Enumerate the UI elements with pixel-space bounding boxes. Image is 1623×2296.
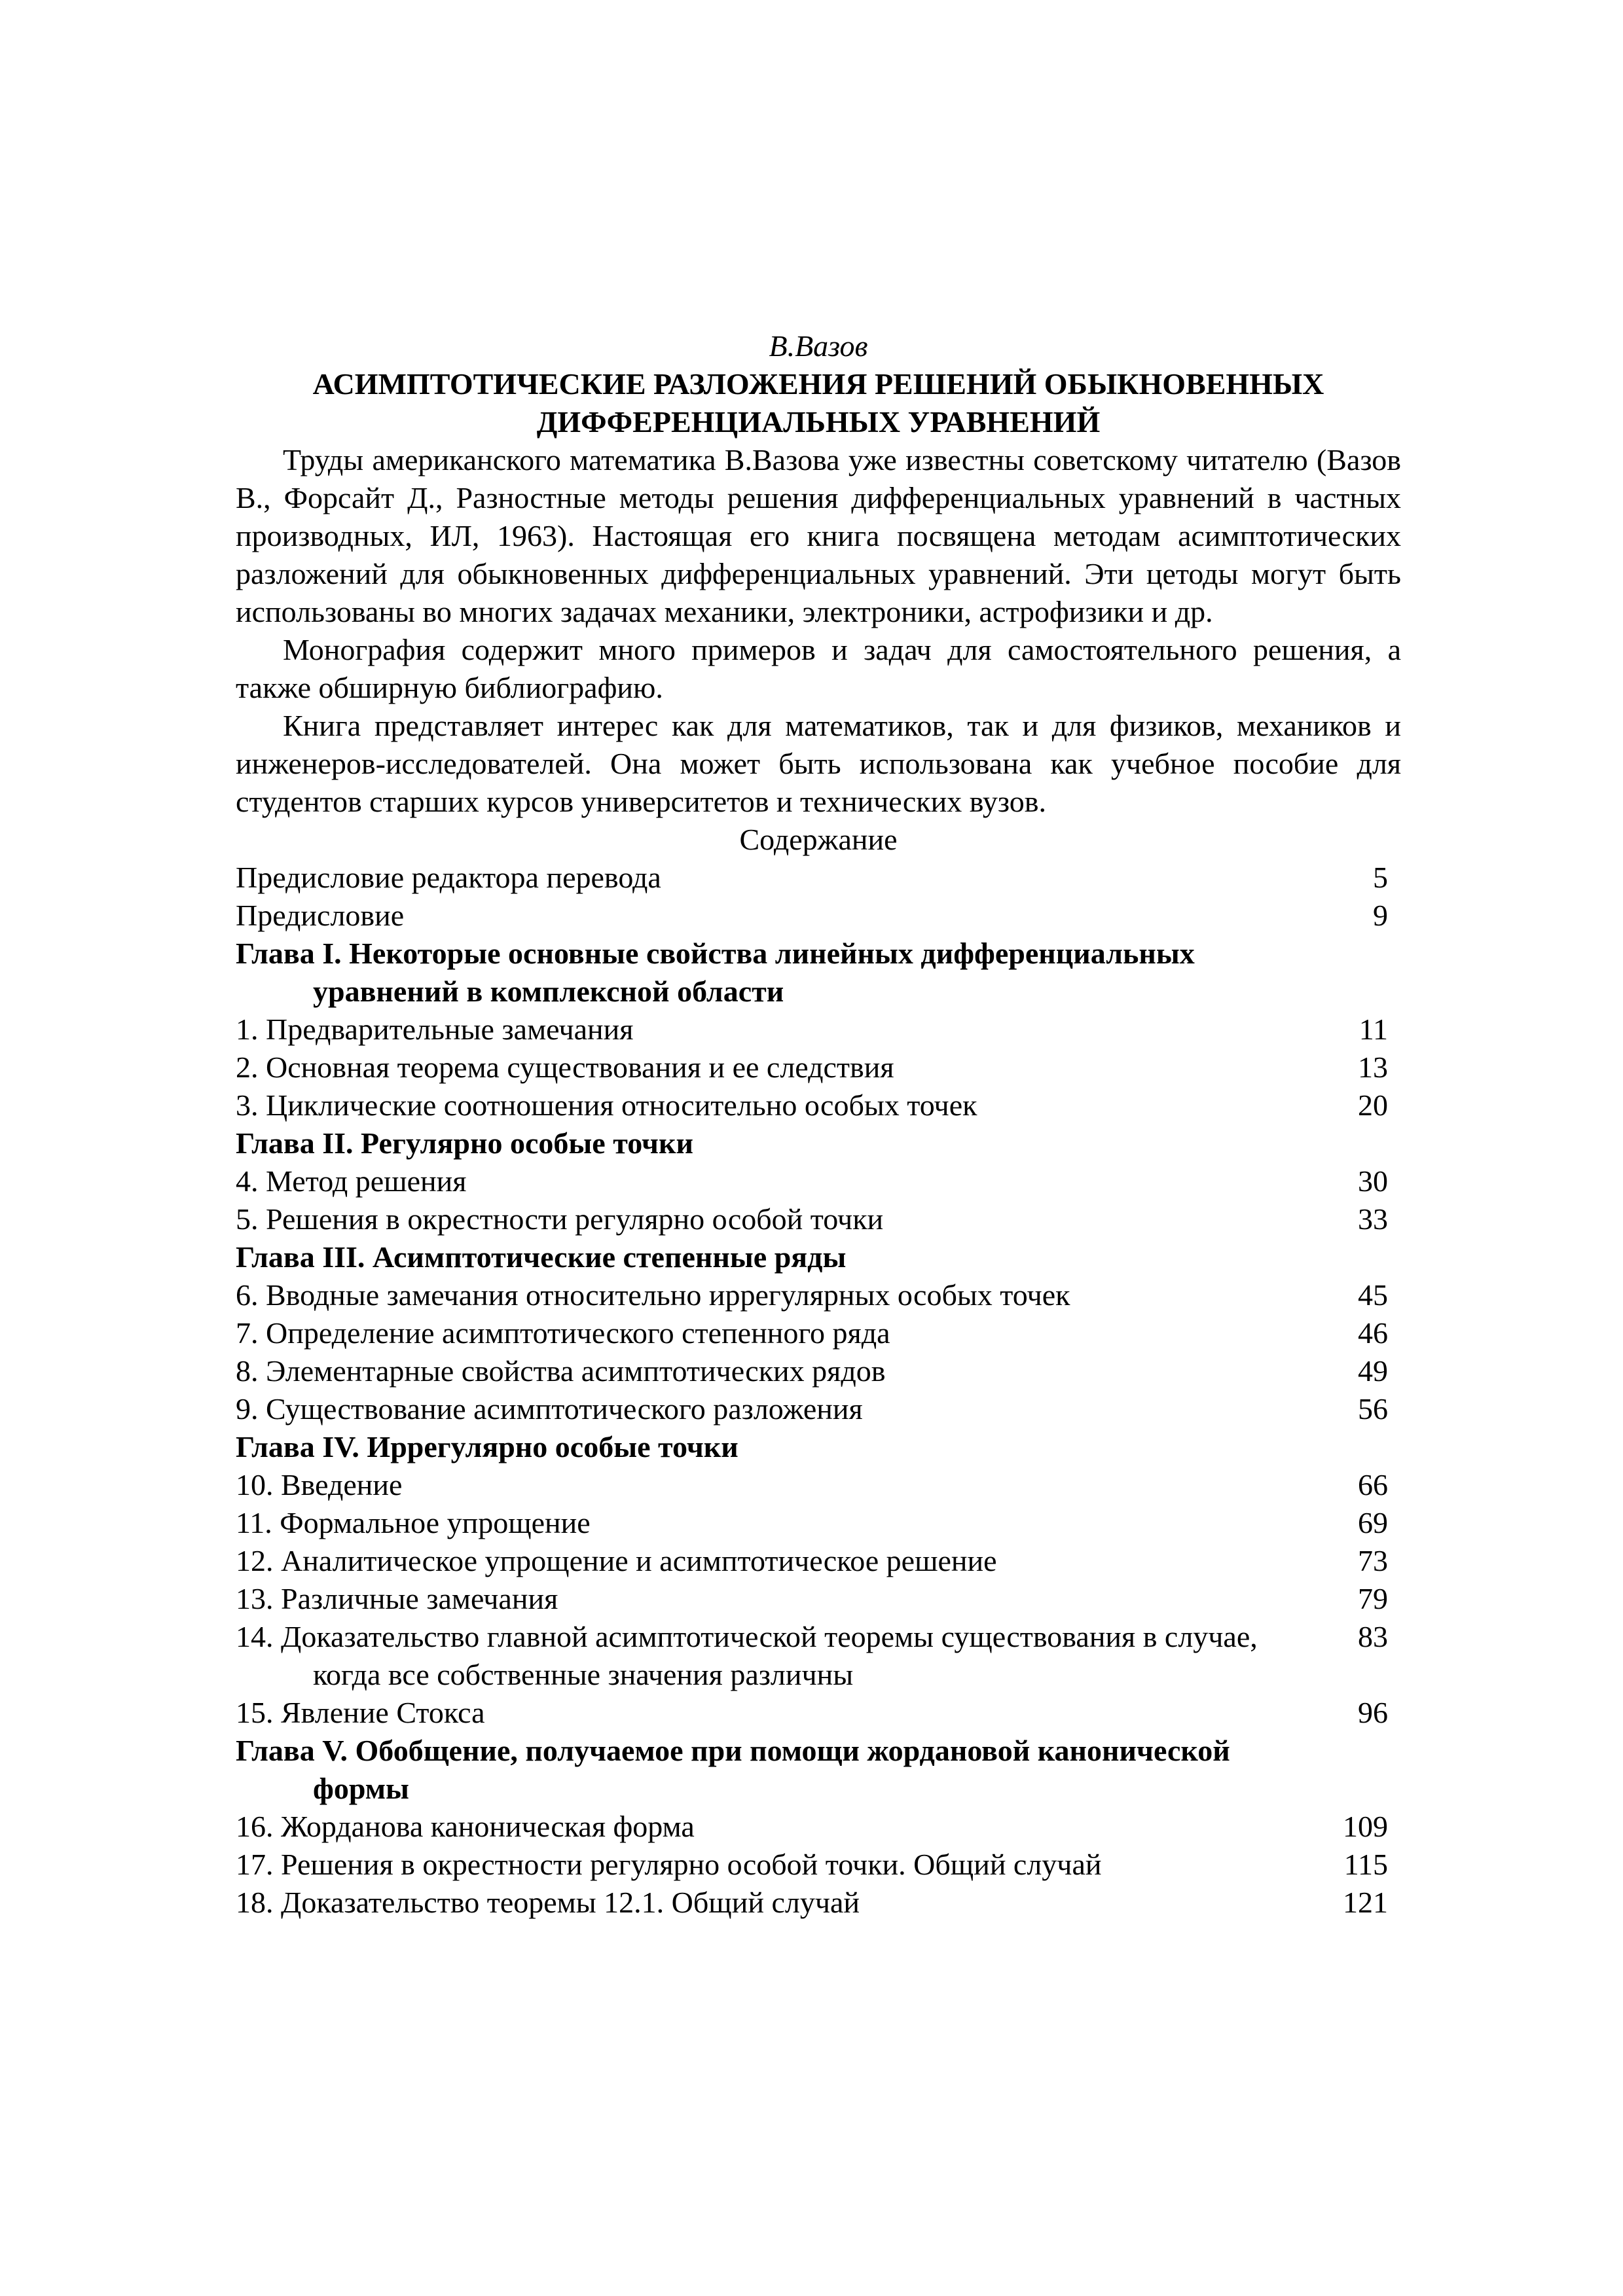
toc-entry-page: 49 xyxy=(1358,1354,1388,1388)
toc-entry-text: 3. Циклические соотношения относительно особых точек xyxy=(236,1088,977,1122)
toc-row xyxy=(236,1542,1401,1580)
toc-entry-text: 16. Жорданова каноническая форма xyxy=(236,1810,695,1843)
toc-entry-text: 12. Аналитическое упрощение и асимптотическое решение xyxy=(236,1544,997,1577)
toc-entry-page: 5 xyxy=(1373,861,1388,894)
toc-entry-page: 30 xyxy=(1358,1164,1388,1198)
toc-entry-page: 46 xyxy=(1358,1316,1388,1350)
toc-row xyxy=(236,1390,1401,1428)
toc-chapter-title: Глава IV. Иррегулярно особые точки xyxy=(236,1430,739,1463)
toc-entry-text: 14. Доказательство главной асимптотической теоремы существования в случае, когда все собственные значения различны xyxy=(236,1620,1258,1691)
toc-row xyxy=(236,1011,1401,1049)
toc-entry-page: 9 xyxy=(1373,899,1388,932)
toc-entry-page: 56 xyxy=(1358,1392,1388,1426)
description-paragraph-2: Монография содержит много примеров и задач для самостоятельного решения, а также обширную библиографию. xyxy=(236,633,1401,704)
toc-row xyxy=(236,1808,1401,1846)
toc-chapter-title: Глава III. Асимптотические степенные ряды xyxy=(236,1240,847,1274)
toc-entry-text: 15. Явление Стокса xyxy=(236,1696,485,1729)
toc-chapter-row xyxy=(236,1732,1401,1808)
toc-heading: Содержание xyxy=(739,823,898,856)
toc-entry-text: 1. Предварительные замечания xyxy=(236,1013,634,1046)
toc-entry-page: 66 xyxy=(1358,1468,1388,1501)
table-of-contents xyxy=(236,859,1401,1922)
toc-entry-page: 96 xyxy=(1358,1696,1388,1729)
toc-row xyxy=(236,1504,1401,1542)
toc-entry-page: 20 xyxy=(1358,1088,1388,1122)
toc-entry-text: 9. Существование асимптотического разложения xyxy=(236,1392,863,1426)
toc-chapter-row xyxy=(236,1428,1401,1466)
toc-entry-text: 2. Основная теорема существования и ее следствия xyxy=(236,1050,894,1084)
toc-chapter-row xyxy=(236,935,1401,1011)
toc-entry-text: 11. Формальное упрощение xyxy=(236,1506,591,1539)
toc-row xyxy=(236,897,1401,935)
toc-entry-page: 45 xyxy=(1358,1278,1388,1312)
toc-entry-page: 83 xyxy=(1358,1620,1388,1653)
book-title xyxy=(236,365,1401,441)
toc-row xyxy=(236,859,1401,897)
toc-entry-page: 109 xyxy=(1343,1810,1388,1843)
toc-row xyxy=(236,1466,1401,1504)
toc-entry-text: 10. Введение xyxy=(236,1468,403,1501)
toc-row xyxy=(236,1314,1401,1352)
toc-entry-page: 33 xyxy=(1358,1202,1388,1236)
toc-chapter-title: Глава V. Обобщение, получаемое при помощи жордановой канонической формы xyxy=(236,1734,1230,1805)
book-title-line-2: ДИФФЕРЕНЦИАЛЬНЫХ УРАВНЕНИЙ xyxy=(536,405,1101,439)
toc-row xyxy=(236,1049,1401,1086)
toc-entry-text: 18. Доказательство теоремы 12.1. Общий случай xyxy=(236,1886,860,1919)
toc-entry-page: 69 xyxy=(1358,1506,1388,1539)
toc-entry-text: 6. Вводные замечания относительно иррегулярных особых точек xyxy=(236,1278,1070,1312)
toc-entry-text: 13. Различные замечания xyxy=(236,1582,558,1615)
description-paragraph-1: Труды американского математика В.Вазова уже известны советскому читателю (Вазов В., Форсайт Д., Разностные методы решения дифференциальных уравнений в частных производных, ИЛ, 1963). Настоящая его книга посвящена методам асимптотических разложений для обыкновенных дифференциальных уравнений. Эти цетоды могут быть использованы во многих задачах механики, электроники, астрофизики и др. xyxy=(236,443,1401,628)
toc-entry-text: 17. Решения в окрестности регулярно особой точки. Общий случай xyxy=(236,1848,1102,1881)
toc-row xyxy=(236,1086,1401,1124)
toc-entry-text: 4. Метод решения xyxy=(236,1164,467,1198)
toc-entry-text: 8. Элементарные свойства асимптотических рядов xyxy=(236,1354,886,1388)
toc-row xyxy=(236,1846,1401,1884)
toc-entry-page: 79 xyxy=(1358,1582,1388,1615)
toc-row xyxy=(236,1200,1401,1238)
toc-entry-text: 5. Решения в окрестности регулярно особой точки xyxy=(236,1202,884,1236)
toc-row xyxy=(236,1276,1401,1314)
toc-chapter-title: Глава I. Некоторые основные свойства линейных дифференциальных уравнений в комплексной области xyxy=(236,937,1195,1008)
toc-chapter-title: Глава II. Регулярно особые точки xyxy=(236,1126,693,1160)
book-title-line-1: АСИМПТОТИЧЕСКИЕ РАЗЛОЖЕНИЯ РЕШЕНИЙ ОБЫКНОВЕННЫХ xyxy=(312,367,1324,401)
toc-row xyxy=(236,1162,1401,1200)
toc-entry-page: 13 xyxy=(1358,1050,1388,1084)
toc-entry-text: Предисловие редактора перевода xyxy=(236,861,661,894)
description-paragraph-3: Книга представляет интерес как для математиков, так и для физиков, механиков и инженеров-исследователей. Она может быть использована как учебное пособие для студентов старших курсов университетов и технических вузов. xyxy=(236,709,1401,818)
toc-entry-page: 115 xyxy=(1343,1848,1388,1881)
toc-entry-page: 73 xyxy=(1358,1544,1388,1577)
toc-row xyxy=(236,1884,1401,1922)
toc-entry-page: 11 xyxy=(1359,1013,1388,1046)
toc-entry-text: Предисловие xyxy=(236,899,405,932)
toc-row xyxy=(236,1352,1401,1390)
toc-row xyxy=(236,1694,1401,1732)
toc-entry-page: 121 xyxy=(1343,1886,1388,1919)
toc-chapter-row xyxy=(236,1124,1401,1162)
author-name: В.Вазов xyxy=(769,329,868,363)
toc-entry-text: 7. Определение асимптотического степенного ряда xyxy=(236,1316,890,1350)
document-page xyxy=(236,327,1401,1922)
toc-chapter-row xyxy=(236,1238,1401,1276)
toc-row xyxy=(236,1618,1401,1694)
toc-row xyxy=(236,1580,1401,1618)
